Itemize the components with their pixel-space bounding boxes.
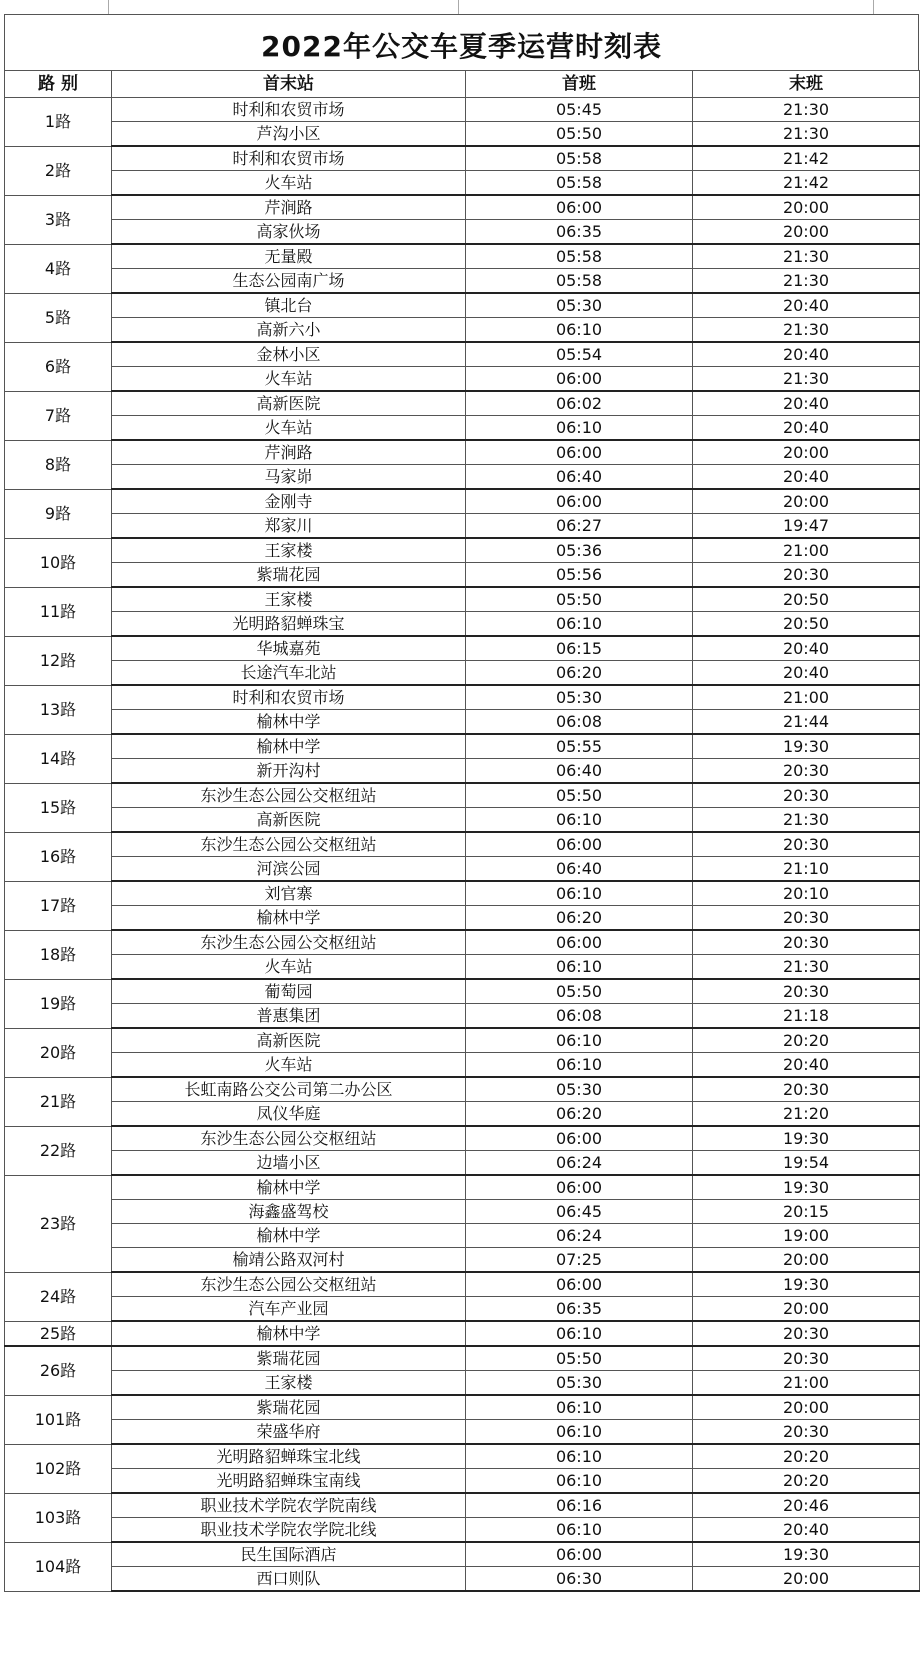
station-cell[interactable]: 郑家川 [112, 514, 466, 539]
last-bus-cell[interactable]: 20:30 [693, 832, 920, 857]
first-bus-cell[interactable]: 06:10 [466, 881, 693, 906]
station-cell[interactable]: 火车站 [112, 416, 466, 441]
first-bus-cell[interactable]: 06:10 [466, 1028, 693, 1053]
table-row [5, 930, 920, 955]
first-bus-cell[interactable]: 05:50 [466, 979, 693, 1004]
station-cell[interactable]: 东沙生态公园公交枢纽站 [112, 783, 466, 808]
last-bus-cell[interactable]: 21:42 [693, 146, 920, 171]
route-cell[interactable]: 7路 [5, 391, 112, 440]
first-bus-cell[interactable]: 06:30 [466, 1567, 693, 1592]
first-bus-cell[interactable]: 06:08 [466, 1004, 693, 1029]
table-row [5, 1444, 920, 1469]
first-bus-cell[interactable]: 06:00 [466, 1126, 693, 1151]
first-bus-cell[interactable]: 05:50 [466, 122, 693, 147]
station-cell[interactable]: 边墙小区 [112, 1151, 466, 1176]
station-cell[interactable]: 时利和农贸市场 [112, 685, 466, 710]
first-bus-cell[interactable]: 05:56 [466, 563, 693, 588]
last-bus-cell[interactable]: 20:40 [693, 342, 920, 367]
last-bus-cell[interactable]: 19:30 [693, 1542, 920, 1567]
table-row [5, 955, 920, 980]
column-edge-strip [0, 0, 923, 14]
station-cell[interactable]: 高新六小 [112, 318, 466, 343]
last-bus-cell[interactable]: 20:40 [693, 391, 920, 416]
table-row [5, 881, 920, 906]
last-bus-cell[interactable]: 20:50 [693, 612, 920, 637]
first-bus-cell[interactable]: 06:10 [466, 1469, 693, 1494]
header-last-bus[interactable]: 末班 [693, 71, 920, 98]
station-cell[interactable]: 河滨公园 [112, 857, 466, 882]
table-row [5, 710, 920, 735]
last-bus-cell[interactable]: 20:10 [693, 881, 920, 906]
last-bus-cell[interactable]: 20:00 [693, 195, 920, 220]
last-bus-cell[interactable]: 19:00 [693, 1224, 920, 1248]
station-cell[interactable]: 普惠集团 [112, 1004, 466, 1029]
station-cell[interactable]: 王家楼 [112, 1371, 466, 1396]
table-row [5, 612, 920, 637]
last-bus-cell[interactable]: 20:15 [693, 1200, 920, 1224]
table-row [5, 587, 920, 612]
station-cell[interactable]: 时利和农贸市场 [112, 98, 466, 122]
first-bus-cell[interactable]: 06:24 [466, 1224, 693, 1248]
table-row [5, 1567, 920, 1592]
last-bus-cell[interactable]: 20:20 [693, 1028, 920, 1053]
station-cell[interactable]: 紫瑞花园 [112, 1346, 466, 1371]
table-row [5, 1297, 920, 1322]
header-row [5, 71, 920, 98]
route-cell[interactable]: 101路 [5, 1395, 112, 1444]
station-cell[interactable]: 榆林中学 [112, 710, 466, 735]
station-cell[interactable]: 职业技术学院农学院南线 [112, 1493, 466, 1518]
route-cell[interactable]: 6路 [5, 342, 112, 391]
station-cell[interactable]: 东沙生态公园公交枢纽站 [112, 930, 466, 955]
station-cell[interactable]: 民生国际酒店 [112, 1542, 466, 1567]
route-cell[interactable]: 24路 [5, 1272, 112, 1321]
route-cell[interactable]: 4路 [5, 244, 112, 293]
route-cell[interactable]: 5路 [5, 293, 112, 342]
table-row [5, 1321, 920, 1346]
first-bus-cell[interactable]: 05:30 [466, 293, 693, 318]
route-cell[interactable]: 104路 [5, 1542, 112, 1591]
first-bus-cell[interactable]: 06:08 [466, 710, 693, 735]
table-row [5, 367, 920, 392]
table-row [5, 465, 920, 490]
table-row [5, 122, 920, 147]
table-row [5, 220, 920, 245]
station-cell[interactable]: 芦沟小区 [112, 122, 466, 147]
first-bus-cell[interactable]: 06:00 [466, 1542, 693, 1567]
station-cell[interactable]: 高新医院 [112, 391, 466, 416]
station-cell[interactable]: 王家楼 [112, 538, 466, 563]
station-cell[interactable]: 火车站 [112, 171, 466, 196]
table-row [5, 440, 920, 465]
first-bus-cell[interactable]: 05:58 [466, 146, 693, 171]
last-bus-cell[interactable]: 21:42 [693, 171, 920, 196]
timetable [4, 70, 920, 1592]
station-cell[interactable]: 马家峁 [112, 465, 466, 490]
station-cell[interactable]: 镇北台 [112, 293, 466, 318]
table-row [5, 1371, 920, 1396]
first-bus-cell[interactable]: 05:50 [466, 587, 693, 612]
first-bus-cell[interactable]: 06:10 [466, 416, 693, 441]
last-bus-cell[interactable]: 20:40 [693, 416, 920, 441]
last-bus-cell[interactable]: 20:50 [693, 587, 920, 612]
table-row [5, 1151, 920, 1176]
last-bus-cell[interactable]: 19:47 [693, 514, 920, 539]
station-cell[interactable]: 东沙生态公园公交枢纽站 [112, 1272, 466, 1297]
last-bus-cell[interactable]: 19:30 [693, 1272, 920, 1297]
last-bus-cell[interactable]: 20:40 [693, 293, 920, 318]
first-bus-cell[interactable]: 06:35 [466, 1297, 693, 1322]
station-cell[interactable]: 高家伙场 [112, 220, 466, 245]
station-cell[interactable]: 榆林中学 [112, 906, 466, 931]
first-bus-cell[interactable]: 06:00 [466, 930, 693, 955]
station-cell[interactable]: 芹涧路 [112, 195, 466, 220]
route-cell[interactable]: 3路 [5, 195, 112, 244]
station-cell[interactable]: 高新医院 [112, 808, 466, 833]
table-row [5, 1346, 920, 1371]
first-bus-cell[interactable]: 06:10 [466, 1053, 693, 1078]
station-cell[interactable]: 榆林中学 [112, 1321, 466, 1346]
first-bus-cell[interactable]: 06:00 [466, 1272, 693, 1297]
table-row [5, 734, 920, 759]
page-title: 2022年公交车夏季运营时刻表 [261, 30, 662, 63]
route-cell[interactable]: 10路 [5, 538, 112, 587]
station-cell[interactable]: 华城嘉苑 [112, 636, 466, 661]
first-bus-cell[interactable]: 06:27 [466, 514, 693, 539]
route-cell[interactable]: 2路 [5, 146, 112, 195]
route-cell[interactable]: 17路 [5, 881, 112, 930]
table-row [5, 538, 920, 563]
last-bus-cell[interactable]: 21:30 [693, 244, 920, 269]
table-row [5, 1272, 920, 1297]
station-cell[interactable]: 金刚寺 [112, 489, 466, 514]
table-row [5, 269, 920, 294]
last-bus-cell[interactable]: 20:30 [693, 979, 920, 1004]
title-cell[interactable] [4, 14, 919, 70]
route-cell[interactable]: 12路 [5, 636, 112, 685]
table-row [5, 832, 920, 857]
station-cell[interactable]: 新开沟村 [112, 759, 466, 784]
route-cell[interactable]: 1路 [5, 98, 112, 147]
last-bus-cell[interactable]: 20:00 [693, 440, 920, 465]
first-bus-cell[interactable]: 06:10 [466, 1321, 693, 1346]
table-row [5, 195, 920, 220]
last-bus-cell[interactable]: 21:00 [693, 685, 920, 710]
first-bus-cell[interactable]: 06:20 [466, 1102, 693, 1127]
first-bus-cell[interactable]: 06:00 [466, 367, 693, 392]
route-cell[interactable]: 103路 [5, 1493, 112, 1542]
table-row [5, 318, 920, 343]
first-bus-cell[interactable]: 05:58 [466, 269, 693, 294]
last-bus-cell[interactable]: 21:30 [693, 808, 920, 833]
route-cell[interactable]: 13路 [5, 685, 112, 734]
last-bus-cell[interactable]: 21:30 [693, 955, 920, 980]
first-bus-cell[interactable]: 06:20 [466, 661, 693, 686]
table-row [5, 1004, 920, 1029]
last-bus-cell[interactable]: 19:30 [693, 1126, 920, 1151]
last-bus-cell[interactable]: 20:46 [693, 1493, 920, 1518]
table-row [5, 661, 920, 686]
route-cell[interactable]: 23路 [5, 1175, 112, 1272]
first-bus-cell[interactable]: 05:30 [466, 1371, 693, 1396]
first-bus-cell[interactable]: 05:50 [466, 1346, 693, 1371]
last-bus-cell[interactable]: 20:40 [693, 1053, 920, 1078]
route-cell[interactable]: 9路 [5, 489, 112, 538]
last-bus-cell[interactable]: 20:40 [693, 465, 920, 490]
last-bus-cell[interactable]: 20:30 [693, 759, 920, 784]
last-bus-cell[interactable]: 21:30 [693, 98, 920, 122]
last-bus-cell[interactable]: 20:40 [693, 636, 920, 661]
last-bus-cell[interactable]: 19:30 [693, 734, 920, 759]
station-cell[interactable]: 时利和农贸市场 [112, 146, 466, 171]
last-bus-cell[interactable]: 21:30 [693, 122, 920, 147]
table-row [5, 1102, 920, 1127]
station-cell[interactable]: 王家楼 [112, 587, 466, 612]
station-cell[interactable]: 无量殿 [112, 244, 466, 269]
first-bus-cell[interactable]: 06:40 [466, 759, 693, 784]
first-bus-cell[interactable]: 06:10 [466, 955, 693, 980]
table-row [5, 1420, 920, 1445]
last-bus-cell[interactable]: 20:00 [693, 1567, 920, 1592]
station-cell[interactable]: 光明路貂蝉珠宝 [112, 612, 466, 637]
last-bus-cell[interactable]: 21:30 [693, 367, 920, 392]
table-row [5, 293, 920, 318]
first-bus-cell[interactable]: 06:40 [466, 857, 693, 882]
first-bus-cell[interactable]: 07:25 [466, 1248, 693, 1273]
first-bus-cell[interactable]: 06:16 [466, 1493, 693, 1518]
station-cell[interactable]: 汽车产业园 [112, 1297, 466, 1322]
first-bus-cell[interactable]: 05:54 [466, 342, 693, 367]
table-row [5, 514, 920, 539]
first-bus-cell[interactable]: 06:10 [466, 1395, 693, 1420]
last-bus-cell[interactable]: 20:30 [693, 1420, 920, 1445]
station-cell[interactable]: 榆靖公路双河村 [112, 1248, 466, 1273]
last-bus-cell[interactable]: 21:20 [693, 1102, 920, 1127]
first-bus-cell[interactable]: 05:30 [466, 1077, 693, 1102]
first-bus-cell[interactable]: 06:10 [466, 318, 693, 343]
station-cell[interactable]: 芹涧路 [112, 440, 466, 465]
last-bus-cell[interactable]: 21:30 [693, 269, 920, 294]
first-bus-cell[interactable]: 05:58 [466, 244, 693, 269]
station-cell[interactable]: 紫瑞花园 [112, 1395, 466, 1420]
route-cell[interactable]: 21路 [5, 1077, 112, 1126]
station-cell[interactable]: 刘官寨 [112, 881, 466, 906]
route-cell[interactable]: 8路 [5, 440, 112, 489]
last-bus-cell[interactable]: 20:30 [693, 783, 920, 808]
first-bus-cell[interactable]: 06:10 [466, 1518, 693, 1543]
table-row [5, 489, 920, 514]
station-cell[interactable]: 光明路貂蝉珠宝南线 [112, 1469, 466, 1494]
table-row [5, 1224, 920, 1248]
table-row [5, 1053, 920, 1078]
first-bus-cell[interactable]: 06:45 [466, 1200, 693, 1224]
first-bus-cell[interactable]: 06:02 [466, 391, 693, 416]
first-bus-cell[interactable]: 06:00 [466, 489, 693, 514]
last-bus-cell[interactable]: 20:00 [693, 489, 920, 514]
station-cell[interactable]: 紫瑞花园 [112, 563, 466, 588]
table-row [5, 808, 920, 833]
route-cell[interactable]: 26路 [5, 1346, 112, 1395]
table-row [5, 636, 920, 661]
last-bus-cell[interactable]: 21:18 [693, 1004, 920, 1029]
route-cell[interactable]: 15路 [5, 783, 112, 832]
first-bus-cell[interactable]: 06:10 [466, 1420, 693, 1445]
first-bus-cell[interactable]: 06:10 [466, 1444, 693, 1469]
table-row [5, 391, 920, 416]
last-bus-cell[interactable]: 20:30 [693, 1321, 920, 1346]
table-row [5, 759, 920, 784]
station-cell[interactable]: 生态公园南广场 [112, 269, 466, 294]
station-cell[interactable]: 光明路貂蝉珠宝北线 [112, 1444, 466, 1469]
table-row [5, 783, 920, 808]
first-bus-cell[interactable]: 06:00 [466, 440, 693, 465]
table-row [5, 1200, 920, 1224]
table-row [5, 146, 920, 171]
station-cell[interactable]: 榆林中学 [112, 1224, 466, 1248]
station-cell[interactable]: 葡萄园 [112, 979, 466, 1004]
table-row [5, 685, 920, 710]
station-cell[interactable]: 荣盛华府 [112, 1420, 466, 1445]
route-cell[interactable]: 25路 [5, 1321, 112, 1346]
first-bus-cell[interactable]: 06:20 [466, 906, 693, 931]
first-bus-cell[interactable]: 05:58 [466, 171, 693, 196]
table-row [5, 1395, 920, 1420]
station-cell[interactable]: 凤仪华庭 [112, 1102, 466, 1127]
last-bus-cell[interactable]: 20:30 [693, 906, 920, 931]
route-cell[interactable]: 22路 [5, 1126, 112, 1175]
first-bus-cell[interactable]: 06:10 [466, 808, 693, 833]
last-bus-cell[interactable]: 20:40 [693, 661, 920, 686]
first-bus-cell[interactable]: 06:00 [466, 832, 693, 857]
table-row [5, 342, 920, 367]
last-bus-cell[interactable]: 21:44 [693, 710, 920, 735]
table-row [5, 857, 920, 882]
route-cell[interactable]: 18路 [5, 930, 112, 979]
first-bus-cell[interactable]: 05:30 [466, 685, 693, 710]
station-cell[interactable]: 长途汽车北站 [112, 661, 466, 686]
table-row [5, 1126, 920, 1151]
route-cell[interactable]: 20路 [5, 1028, 112, 1077]
last-bus-cell[interactable]: 19:54 [693, 1151, 920, 1176]
station-cell[interactable]: 长虹南路公交公司第二办公区 [112, 1077, 466, 1102]
first-bus-cell[interactable]: 06:10 [466, 612, 693, 637]
last-bus-cell[interactable]: 21:30 [693, 318, 920, 343]
station-cell[interactable]: 高新医院 [112, 1028, 466, 1053]
station-cell[interactable]: 东沙生态公园公交枢纽站 [112, 832, 466, 857]
table-row [5, 1028, 920, 1053]
table-row [5, 1542, 920, 1567]
last-bus-cell[interactable]: 20:30 [693, 930, 920, 955]
table-row [5, 1469, 920, 1494]
last-bus-cell[interactable]: 20:00 [693, 220, 920, 245]
station-cell[interactable]: 海鑫盛驾校 [112, 1200, 466, 1224]
station-cell[interactable]: 东沙生态公园公交枢纽站 [112, 1126, 466, 1151]
first-bus-cell[interactable]: 05:36 [466, 538, 693, 563]
timetable-body [5, 98, 920, 1592]
table-row [5, 244, 920, 269]
first-bus-cell[interactable]: 06:40 [466, 465, 693, 490]
last-bus-cell[interactable]: 21:00 [693, 1371, 920, 1396]
table-row [5, 1077, 920, 1102]
route-cell[interactable]: 102路 [5, 1444, 112, 1493]
last-bus-cell[interactable]: 20:00 [693, 1395, 920, 1420]
station-cell[interactable]: 火车站 [112, 1053, 466, 1078]
station-cell[interactable]: 火车站 [112, 955, 466, 980]
last-bus-cell[interactable]: 20:30 [693, 1346, 920, 1371]
table-row [5, 563, 920, 588]
table-row [5, 1175, 920, 1200]
last-bus-cell[interactable]: 19:30 [693, 1175, 920, 1200]
table-row [5, 98, 920, 122]
station-cell[interactable]: 榆林中学 [112, 734, 466, 759]
first-bus-cell[interactable]: 06:00 [466, 195, 693, 220]
last-bus-cell[interactable]: 20:00 [693, 1297, 920, 1322]
table-row [5, 979, 920, 1004]
station-cell[interactable]: 西口则队 [112, 1567, 466, 1592]
table-row [5, 1518, 920, 1543]
station-cell[interactable]: 金林小区 [112, 342, 466, 367]
station-cell[interactable]: 火车站 [112, 367, 466, 392]
first-bus-cell[interactable]: 06:00 [466, 1175, 693, 1200]
table-row [5, 171, 920, 196]
table-row [5, 1248, 920, 1273]
first-bus-cell[interactable]: 05:45 [466, 98, 693, 122]
last-bus-cell[interactable]: 20:30 [693, 563, 920, 588]
table-row [5, 906, 920, 931]
last-bus-cell[interactable]: 20:30 [693, 1077, 920, 1102]
first-bus-cell[interactable]: 06:35 [466, 220, 693, 245]
last-bus-cell[interactable]: 21:10 [693, 857, 920, 882]
last-bus-cell[interactable]: 20:20 [693, 1444, 920, 1469]
header-first-bus[interactable]: 首班 [466, 71, 693, 98]
route-cell[interactable]: 16路 [5, 832, 112, 881]
station-cell[interactable]: 职业技术学院农学院北线 [112, 1518, 466, 1543]
table-row [5, 416, 920, 441]
header-route[interactable]: 路 别 [5, 71, 112, 98]
last-bus-cell[interactable]: 21:00 [693, 538, 920, 563]
route-cell[interactable]: 11路 [5, 587, 112, 636]
route-cell[interactable]: 14路 [5, 734, 112, 783]
last-bus-cell[interactable]: 20:00 [693, 1248, 920, 1273]
station-cell[interactable]: 榆林中学 [112, 1175, 466, 1200]
first-bus-cell[interactable]: 05:55 [466, 734, 693, 759]
last-bus-cell[interactable]: 20:20 [693, 1469, 920, 1494]
first-bus-cell[interactable]: 05:50 [466, 783, 693, 808]
header-stations[interactable]: 首末站 [112, 71, 466, 98]
first-bus-cell[interactable]: 06:15 [466, 636, 693, 661]
last-bus-cell[interactable]: 20:40 [693, 1518, 920, 1543]
route-cell[interactable]: 19路 [5, 979, 112, 1028]
first-bus-cell[interactable]: 06:24 [466, 1151, 693, 1176]
table-row [5, 1493, 920, 1518]
